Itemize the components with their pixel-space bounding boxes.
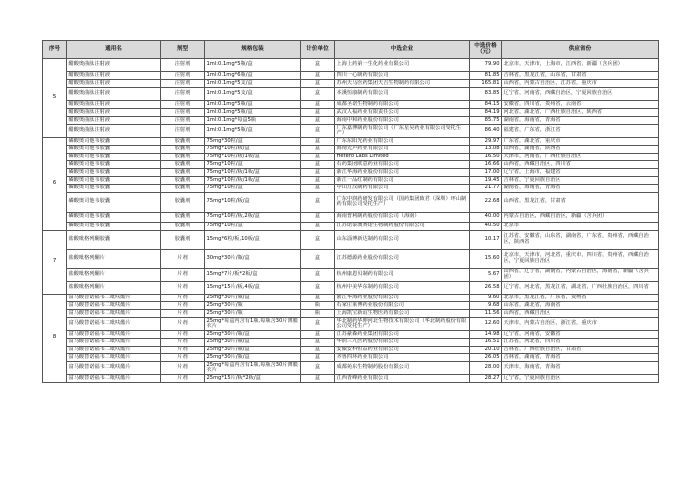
table-row (43, 330, 659, 338)
enterprise-cell: 华润三九医药股份有限公司 (335, 338, 470, 346)
dosage-form-cell: 胶囊剂 (161, 230, 205, 249)
spec-cell: 25mg*每盒内含有1瓶,每瓶含30片薄膜衣片 (205, 362, 301, 375)
dosage-form-cell: 胶囊剂 (161, 161, 205, 169)
province-cell: 福建省，广东省，浙江省 (502, 125, 659, 138)
spec-cell: 1ml:0.1mg*5瓶/盒 (205, 59, 301, 72)
enterprise-cell: 浙江一品红制药有限公司 (335, 176, 470, 184)
spec-cell: 25mg*30片/瓶 (205, 310, 301, 318)
price-cell: 16.66 (470, 161, 502, 169)
seq-cell: 5 (43, 59, 67, 138)
drug-name-cell: 盐酸吡格列酮片 (67, 249, 161, 268)
province-cell: 河北省，湖北省，广西壮族自治区，陕西省 (502, 109, 659, 117)
price-cell: 10.17 (470, 230, 502, 249)
dosage-form-cell: 胶囊剂 (161, 169, 205, 177)
drug-name-cell: 磷酸奥司他韦胶囊 (67, 184, 161, 192)
spec-cell: 1ml:0.1mg*5瓶/盒 (205, 109, 301, 117)
table-row (43, 346, 659, 354)
enterprise-cell: 成都苑东生物制药股份有限公司 (335, 362, 470, 375)
enterprise-cell: 四川一心制药有限公司 (335, 72, 470, 80)
drug-name-cell: 醋酸奥曲肽注射液 (67, 88, 161, 101)
enterprise-cell: 海南中和药业股份有限公司 (335, 117, 470, 125)
unit-cell: 盒 (301, 317, 335, 330)
unit-cell: 盒 (301, 80, 335, 88)
drug-name-cell: 磷酸奥司他韦胶囊 (67, 169, 161, 177)
dosage-form-cell: 片剂 (161, 268, 205, 281)
table-row (43, 88, 659, 101)
enterprise-cell: 成都圣诺生物制药有限公司 (335, 101, 470, 109)
unit-cell: 瓶 (301, 310, 335, 318)
price-cell: 14.98 (470, 330, 502, 338)
price-cell: 86.40 (470, 125, 502, 138)
province-cell: 湖南省，海南省，青海省 (502, 117, 659, 125)
drug-name-cell: 磷酸奥司他韦胶囊 (67, 192, 161, 212)
enterprise-cell: 石家庄莱博药业股份有限公司 (335, 302, 470, 310)
drug-name-cell: 磷酸奥司他韦胶囊 (67, 153, 161, 161)
dosage-form-cell: 片剂 (161, 310, 205, 318)
enterprise-cell: 华北制药华坤河北生物技术有限公司（华北制药股份有限公司受托生产） (335, 317, 470, 330)
province-cell: 北京市，黑龙江省，广东省，贵州省 (502, 294, 659, 302)
drug-name-cell: 富马酸替诺福韦二吡呋酯片 (67, 346, 161, 354)
table-row (43, 338, 659, 346)
province-cell: 北京市，天津市，河北省，重庆市，四川省，贵州省，西藏自治区，宁夏回族自治区 (502, 249, 659, 268)
table-row (43, 161, 659, 169)
spec-cell: 75mg*10粒/板/1板/盒 (205, 176, 301, 184)
drug-name-cell: 富马酸替诺福韦二吡呋酯片 (67, 375, 161, 383)
drug-name-cell: 醋酸奥曲肽注射液 (67, 80, 161, 88)
dosage-form-cell: 胶囊剂 (161, 222, 205, 230)
unit-cell: 盒 (301, 330, 335, 338)
dosage-form-cell: 注射剂 (161, 59, 205, 72)
province-cell: 天津市，海南省，青海省 (502, 362, 659, 375)
drug-name-cell: 富马酸替诺福韦二吡呋酯片 (67, 302, 161, 310)
table-row (43, 268, 659, 281)
unit-cell: 盒 (301, 294, 335, 302)
table-row (43, 176, 659, 184)
enterprise-cell: Hetero Labs Limited (335, 153, 470, 161)
spec-cell: 75mg*10粒/板/1板/盒 (205, 153, 301, 161)
spec-cell: 25mg*30片/瓶/盒 (205, 346, 301, 354)
province-cell: 山东省，湖北省，海南省 (502, 302, 659, 310)
dosage-form-cell: 片剂 (161, 281, 205, 294)
seq-cell: 7 (43, 230, 67, 294)
dosage-form-cell: 胶囊剂 (161, 145, 205, 153)
price-cell: 28.27 (470, 375, 502, 383)
unit-cell: 盒 (301, 109, 335, 117)
table-row (43, 222, 659, 230)
enterprise-cell: 齐鲁四环药业有限公司 (335, 354, 470, 362)
header-seq: 序号 (43, 41, 67, 59)
drug-name-cell: 富马酸替诺福韦二吡呋酯片 (67, 330, 161, 338)
unit-cell: 盒 (301, 161, 335, 169)
drug-name-cell: 富马酸替诺福韦二吡呋酯片 (67, 294, 161, 302)
price-cell: 13.08 (470, 145, 502, 153)
table-row (43, 72, 659, 80)
province-cell: 辽宁省，上海市，福建省 (502, 169, 659, 177)
price-cell: 26.58 (470, 281, 502, 294)
spec-cell: 75mg*10粒/板/盒 (205, 145, 301, 153)
table-row (43, 125, 659, 138)
table-row (43, 294, 659, 302)
enterprise-cell: 浙江华海药业股份有限公司 (335, 169, 470, 177)
unit-cell: 盒 (301, 184, 335, 192)
price-cell: 26.05 (470, 354, 502, 362)
spec-cell: 75mg*10粒/盒 (205, 222, 301, 230)
enterprise-cell: 杭州中美华东制药有限公司 (335, 281, 470, 294)
price-cell: 84.15 (470, 101, 502, 109)
unit-cell: 盒 (301, 362, 335, 375)
drug-name-cell: 醋酸奥曲肽注射液 (67, 101, 161, 109)
table-row (43, 109, 659, 117)
dosage-form-cell: 注射剂 (161, 109, 205, 117)
province-cell: 北京市 (502, 222, 659, 230)
dosage-form-cell: 胶囊剂 (161, 192, 205, 212)
drug-name-cell: 磷酸奥司他韦胶囊 (67, 176, 161, 184)
unit-cell: 盒 (301, 222, 335, 230)
drug-name-cell: 醋酸奥曲肽注射液 (67, 109, 161, 117)
price-cell: 11.56 (470, 310, 502, 318)
drug-name-cell: 醋酸奥曲肽注射液 (67, 59, 161, 72)
spec-cell: 1ml:0.1mg*5支/盒 (205, 80, 301, 88)
price-cell: 19.45 (470, 176, 502, 184)
table-row (43, 117, 659, 125)
header-enterprise: 中选企业 (335, 41, 470, 59)
table-row (43, 169, 659, 177)
province-cell: 天津市，河南省，广西壮族自治区 (502, 153, 659, 161)
drug-name-cell: 盐酸吡格列酮片 (67, 268, 161, 281)
spec-cell: 75mg*10粒/盒 (205, 184, 301, 192)
unit-cell: 盒 (301, 72, 335, 80)
table-row (43, 302, 659, 310)
spec-cell: 1ml:0.1mg*每盒5瓶 (205, 117, 301, 125)
table-body (43, 59, 659, 383)
enterprise-cell: 海南普利制药股份有限公司（海南） (335, 212, 470, 222)
table-row (43, 354, 659, 362)
enterprise-cell: 苏州天马医药集团天吉生物制药有限公司 (335, 80, 470, 88)
drug-name-cell: 富马酸替诺福韦二吡呋酯片 (67, 338, 161, 346)
table-row (43, 212, 659, 222)
unit-cell: 盒 (301, 169, 335, 177)
table-row (43, 317, 659, 330)
drug-name-cell: 磷酸奥司他韦胶囊 (67, 145, 161, 153)
drug-name-cell: 盐酸吡格列酮片 (67, 281, 161, 294)
price-cell: 9.60 (470, 294, 502, 302)
unit-cell: 盒 (301, 145, 335, 153)
spec-cell: 1ml:0.1mg*6瓶/盒 (205, 72, 301, 80)
province-cell: 江苏省，河北省，四川省 (502, 338, 659, 346)
price-cell: 79.90 (470, 59, 502, 72)
table-row (43, 184, 659, 192)
header-spec: 规格包装 (205, 41, 301, 59)
province-cell: 天津市，内蒙古自治区，浙江省，重庆市 (502, 317, 659, 330)
province-cell: 安徽省，四川省，贵州省，云南省 (502, 101, 659, 109)
seq-cell: 6 (43, 138, 67, 231)
province-cell: 江苏省，安徽省，山东省，湖南省，广东省，贵州省，西藏自治区，陕西省 (502, 230, 659, 249)
enterprise-cell: 安徽安科恒益药业有限公司 (335, 346, 470, 354)
price-cell: 85.75 (470, 117, 502, 125)
table-header-row (43, 41, 659, 59)
unit-cell: 盒 (301, 101, 335, 109)
table-row (43, 249, 659, 268)
province-cell: 吉林省，湖南省，青海省 (502, 354, 659, 362)
header-province: 供应省份 (502, 41, 659, 59)
price-cell: 29.97 (470, 138, 502, 146)
unit-cell: 盒 (301, 212, 335, 222)
province-cell: 山西省，西藏自治区，四川省 (502, 161, 659, 169)
procurement-table (42, 40, 659, 383)
unit-cell: 盒 (301, 192, 335, 212)
spec-cell: 15mg*7片/板*2板/盒 (205, 268, 301, 281)
enterprise-cell: 山东淄博新达制药有限公司 (335, 230, 470, 249)
unit-cell: 瓶 (301, 302, 335, 310)
unit-cell: 盒 (301, 346, 335, 354)
enterprise-cell: 广东嘉博制药有限公司（广东星昊药业有限公司受托生产） (335, 125, 470, 138)
price-cell: 40.00 (470, 212, 502, 222)
dosage-form-cell: 片剂 (161, 330, 205, 338)
enterprise-cell: 江苏豪森药业集团有限公司 (335, 330, 470, 338)
dosage-form-cell: 胶囊剂 (161, 153, 205, 161)
province-cell: 辽宁省，河北省，黑龙江省，湖北省，广西壮族自治区，四川省 (502, 281, 659, 294)
price-cell: 20.10 (470, 346, 502, 354)
enterprise-cell: 杭州康恩贝制药有限公司 (335, 268, 470, 281)
dosage-form-cell: 胶囊剂 (161, 138, 205, 146)
province-cell: 北京市，天津市，上海市，江西省，新疆（含兵团） (502, 59, 659, 72)
spec-cell: 1ml:0.1mg*5瓶/盒 (205, 125, 301, 138)
unit-cell: 盒 (301, 117, 335, 125)
price-cell: 81.85 (470, 72, 502, 80)
enterprise-cell: 广东中润药研发有限公司（国药集团致君（深圳）坪山制药有限公司受托生产） (335, 192, 470, 212)
table-row (43, 101, 659, 109)
unit-cell: 盒 (301, 59, 335, 72)
price-cell: 12.60 (470, 317, 502, 330)
province-cell: 辽宁省，河南省，安徽省 (502, 330, 659, 338)
price-cell: 84.19 (470, 109, 502, 117)
drug-name-cell: 醋酸奥曲肽注射液 (67, 125, 161, 138)
dosage-form-cell: 胶囊剂 (161, 176, 205, 184)
enterprise-cell: 江苏德源药业股份有限公司 (335, 249, 470, 268)
spec-cell: 75mg*10粒/盒 (205, 161, 301, 169)
dosage-form-cell: 片剂 (161, 294, 205, 302)
table-row (43, 310, 659, 318)
province-cell: 吉林省，宁夏回族自治区 (502, 176, 659, 184)
dosage-form-cell: 片剂 (161, 375, 205, 383)
unit-cell: 盒 (301, 281, 335, 294)
spec-cell: 30mg*30片/瓶/盒 (205, 249, 301, 268)
province-cell: 辽宁省，河南省，西藏自治区，宁夏回族自治区 (502, 88, 659, 101)
dosage-form-cell: 胶囊剂 (161, 184, 205, 192)
province-cell: 吉林省，广西壮族自治区，甘肃省 (502, 346, 659, 354)
dosage-form-cell: 片剂 (161, 317, 205, 330)
spec-cell: 75mg*10粒/板/盒 (205, 192, 301, 212)
spec-cell: 1ml:0.1mg*5支/盒 (205, 88, 301, 101)
enterprise-cell: 海南先声药业有限公司 (335, 145, 470, 153)
price-cell: 15.60 (470, 249, 502, 268)
spec-cell: 15mg*6粒/板,10板/盒 (205, 230, 301, 249)
province-cell: 内蒙古自治区，西藏自治区，新疆（含兵团） (502, 212, 659, 222)
dosage-form-cell: 片剂 (161, 338, 205, 346)
drug-name-cell: 醋酸奥曲肽注射液 (67, 117, 161, 125)
header-price: 中选价格（元） (470, 41, 502, 59)
enterprise-cell: 石药集团欧意药业有限公司 (335, 161, 470, 169)
province-cell: 广东省，湖北省，重庆市 (502, 138, 659, 146)
table-row (43, 281, 659, 294)
province-cell: 山西省，内蒙古自治区，江苏省，重庆市 (502, 80, 659, 88)
enterprise-cell: 武汉人福药业有限责任公司 (335, 109, 470, 117)
drug-name-cell: 磷酸奥司他韦胶囊 (67, 138, 161, 146)
table-row (43, 192, 659, 212)
seq-cell: 8 (43, 294, 67, 382)
dosage-form-cell: 片剂 (161, 302, 205, 310)
unit-cell: 盒 (301, 88, 335, 101)
spec-cell: 25mg*30片/瓶 (205, 302, 301, 310)
dosage-form-cell: 注射剂 (161, 80, 205, 88)
enterprise-cell: 浙江华海药业股份有限公司 (335, 294, 470, 302)
spec-cell: 25mg*每盒内含有1瓶,每瓶含30片薄膜衣片 (205, 317, 301, 330)
unit-cell: 盒 (301, 268, 335, 281)
drug-name-cell: 醋酸奥曲肽注射液 (67, 72, 161, 80)
dosage-form-cell: 注射剂 (161, 88, 205, 101)
province-cell: 吉林省，黑龙江省，山东省，甘肃省 (502, 72, 659, 80)
price-cell: 165.81 (470, 80, 502, 88)
spec-cell: 25mg*30片/瓶/盒 (205, 294, 301, 302)
drug-name-cell: 富马酸替诺福韦二吡呋酯片 (67, 317, 161, 330)
province-cell: 山西省，西藏自治区 (502, 310, 659, 318)
table-row (43, 362, 659, 375)
table-row (43, 375, 659, 383)
drug-name-cell: 磷酸奥司他韦胶囊 (67, 222, 161, 230)
table-row (43, 80, 659, 88)
table-row (43, 153, 659, 161)
spec-cell: 25mg*30片/瓶/盒 (205, 330, 301, 338)
unit-cell: 盒 (301, 125, 335, 138)
spec-cell: 75mg*10粒/板,2板/盒 (205, 212, 301, 222)
price-cell: 5.67 (470, 268, 502, 281)
dosage-form-cell: 注射剂 (161, 125, 205, 138)
enterprise-cell: 上海上药第一生化药业有限公司 (335, 59, 470, 72)
province-cell: 山西省，湖南省，陕西省 (502, 145, 659, 153)
price-cell: 28.00 (470, 362, 502, 375)
table-row (43, 145, 659, 153)
drug-name-cell: 富马酸替诺福韦二吡呋酯片 (67, 354, 161, 362)
header-form: 剂型 (161, 41, 205, 59)
enterprise-cell: 广东东阳光药业有限公司 (335, 138, 470, 146)
province-cell: 辽宁省，宁夏回族自治区 (502, 375, 659, 383)
enterprise-cell: 江西青峰药业有限公司 (335, 375, 470, 383)
table-row (43, 230, 659, 249)
unit-cell: 盒 (301, 153, 335, 161)
price-cell: 22.68 (470, 192, 502, 212)
dosage-form-cell: 注射剂 (161, 101, 205, 109)
unit-cell: 盒 (301, 230, 335, 249)
enterprise-cell: 上海凯宝新谊生物医药有限公司 (335, 310, 470, 318)
drug-name-cell: 盐酸吡格列酮胶囊 (67, 230, 161, 249)
table-row (43, 138, 659, 146)
drug-name-cell: 富马酸替诺福韦二吡呋酯片 (67, 362, 161, 375)
table-row (43, 59, 659, 72)
spec-cell: 25mg*30片/瓶/盒 (205, 354, 301, 362)
unit-cell: 盒 (301, 249, 335, 268)
enterprise-cell: 本溪恒康制药有限公司 (335, 88, 470, 101)
price-cell: 17.00 (470, 169, 502, 177)
enterprise-cell: 中山万汉制药有限公司 (335, 184, 470, 192)
unit-cell: 盒 (301, 338, 335, 346)
spec-cell: 75mg*30粒/盒 (205, 138, 301, 146)
dosage-form-cell: 片剂 (161, 346, 205, 354)
price-cell: 40.50 (470, 222, 502, 230)
price-cell: 9.68 (470, 302, 502, 310)
dosage-form-cell: 注射剂 (161, 117, 205, 125)
spec-cell: 25mg*30片/瓶/盒 (205, 338, 301, 346)
enterprise-cell: 江苏诺泰澳赛诺生物制药股份有限公司 (335, 222, 470, 230)
spec-cell: 1ml:0.1mg*5瓶/盒 (205, 101, 301, 109)
dosage-form-cell: 注射剂 (161, 72, 205, 80)
spec-cell: 75mg*10粒/板/1板/盒 (205, 169, 301, 177)
spec-cell: 25mg*15片/板*2板/盒 (205, 375, 301, 383)
price-cell: 16.51 (470, 338, 502, 346)
dosage-form-cell: 片剂 (161, 249, 205, 268)
dosage-form-cell: 胶囊剂 (161, 212, 205, 222)
price-cell: 21.77 (470, 184, 502, 192)
dosage-form-cell: 片剂 (161, 362, 205, 375)
unit-cell: 盒 (301, 375, 335, 383)
header-unit: 计价单位 (301, 41, 335, 59)
drug-name-cell: 磷酸奥司他韦胶囊 (67, 161, 161, 169)
drug-name-cell: 富马酸替诺福韦二吡呋酯片 (67, 310, 161, 318)
unit-cell: 盒 (301, 138, 335, 146)
unit-cell: 盒 (301, 354, 335, 362)
province-cell: 山西省，辽宁省，湖南省，内蒙古自治区，海南省，新疆（含兵团） (502, 268, 659, 281)
spec-cell: 15mg*15片/板,4板/盒 (205, 281, 301, 294)
price-cell: 83.85 (470, 88, 502, 101)
unit-cell: 盒 (301, 176, 335, 184)
dosage-form-cell: 片剂 (161, 354, 205, 362)
drug-name-cell: 磷酸奥司他韦胶囊 (67, 212, 161, 222)
province-cell: 山西省，黑龙江省，甘肃省 (502, 192, 659, 212)
province-cell: 湖南省，海南省，青海省 (502, 184, 659, 192)
header-name: 通用名 (67, 41, 161, 59)
price-cell: 16.50 (470, 153, 502, 161)
